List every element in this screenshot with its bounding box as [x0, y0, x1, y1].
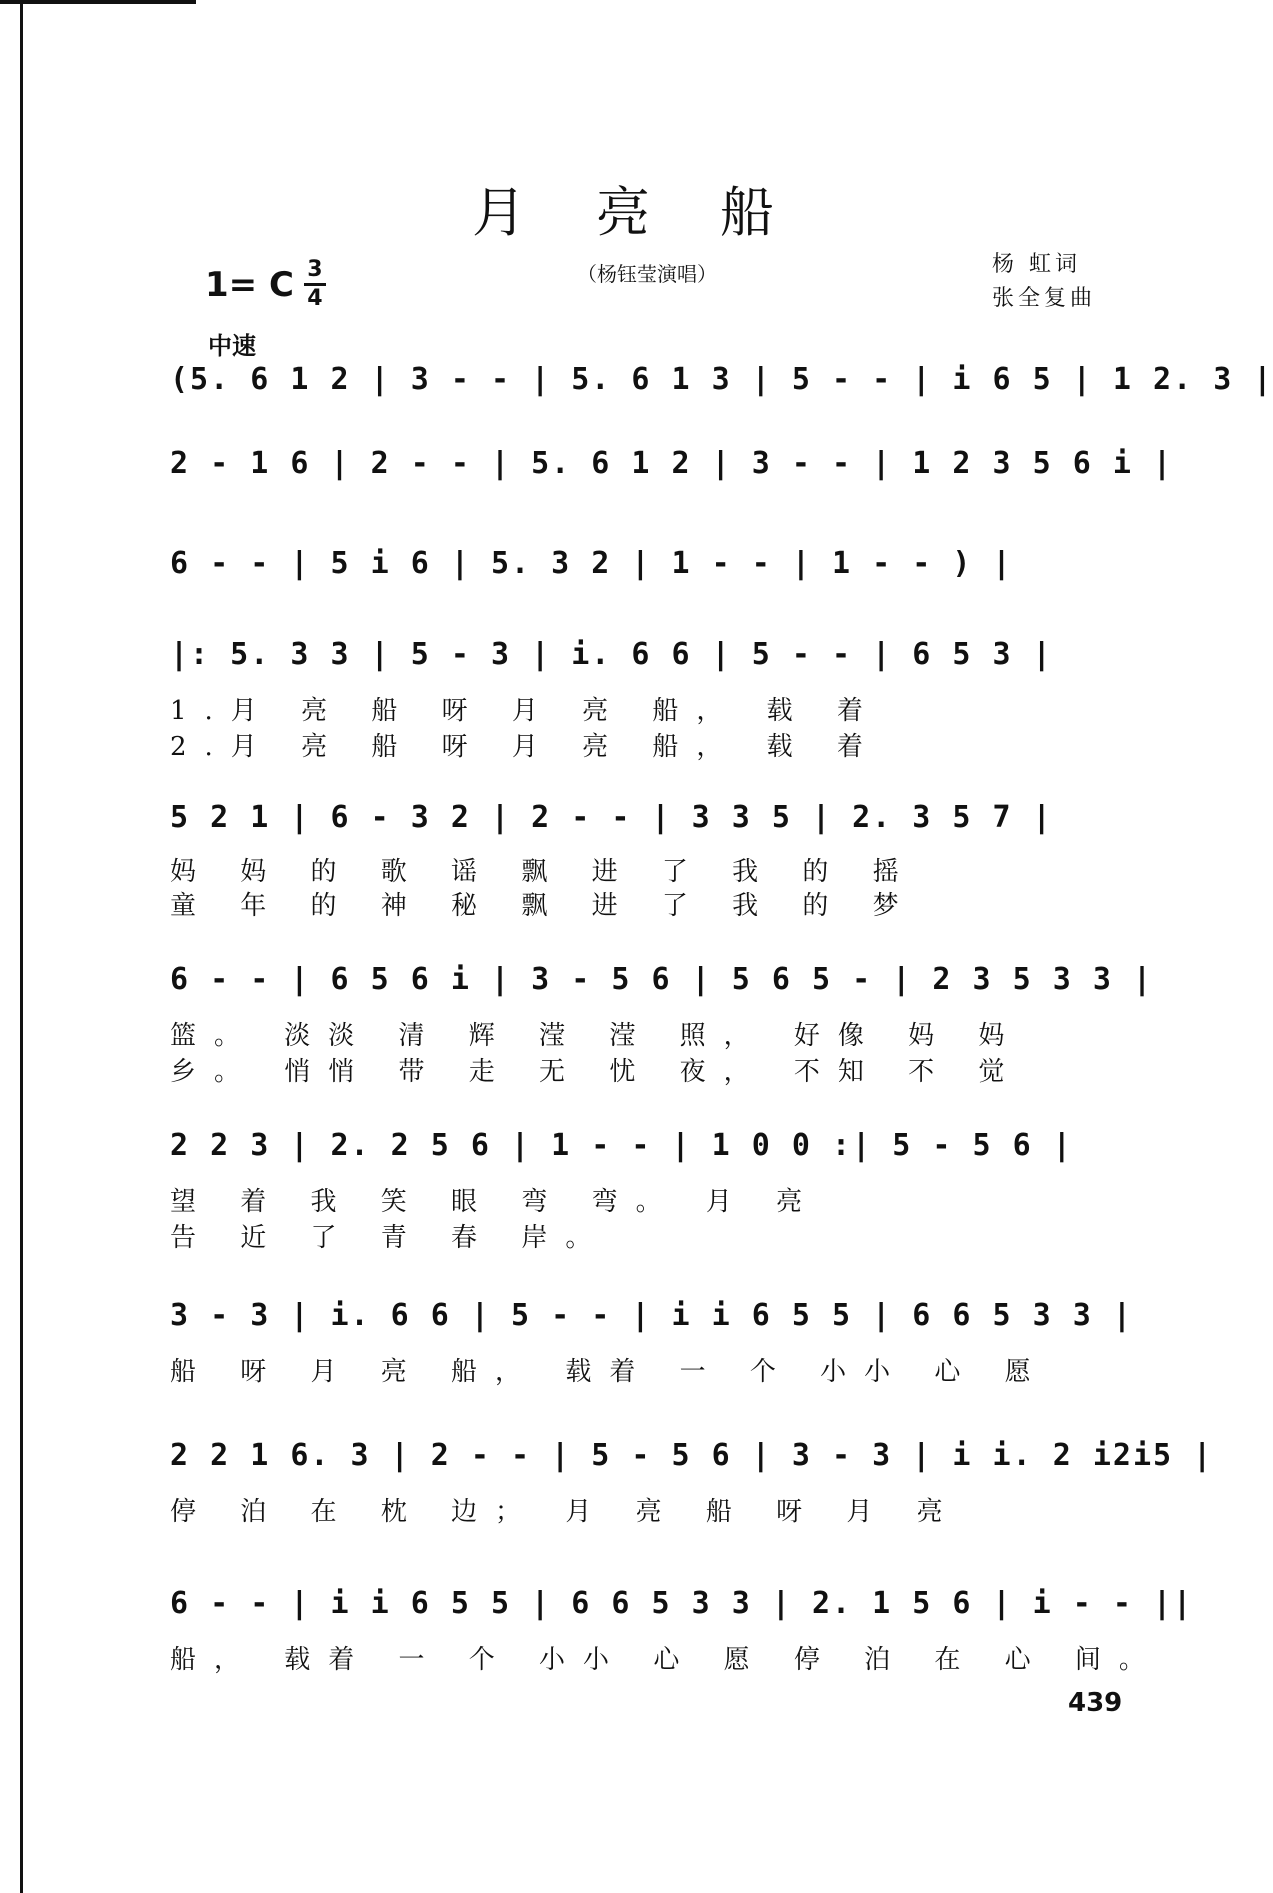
music-system: [170, 625, 1130, 765]
notation-line: (5. 6 1 2 | 3 - - | 5. 6 1 3 | 5 - - | i 6 5 | 1 2. 3 |: [170, 362, 1273, 397]
music-system: [170, 1116, 1130, 1256]
music-system: [170, 534, 1130, 604]
lyric-line: 停 泊 在 枕 边； 月 亮 船 呀 月 亮: [170, 1497, 961, 1527]
notation-line: |: 5. 3 3 | 5 - 3 | i. 6 6 | 5 - - | 6 5 3 |: [170, 637, 1053, 672]
notation-line: 2 2 3 | 2. 2 5 6 | 1 - - | 1 0 0 :| 5 - 5 6 |: [170, 1128, 1073, 1163]
notation-line: 2 2 1 6. 3 | 2 - - | 5 - 5 6 | 3 - 3 | i i. 2 i2i5 |: [170, 1438, 1214, 1473]
lyric-line-verse-2: 2.月 亮 船 呀 月 亮 船， 载 着: [170, 732, 881, 762]
time-signature-bottom: 4: [307, 286, 323, 311]
lyric-line-verse-2: 乡。 悄悄 带 走 无 忧 夜， 不知 不 觉: [170, 1057, 1023, 1087]
lyric-line-verse-2: 告 近 了 青 春 岸。: [170, 1223, 610, 1253]
music-system: [170, 1574, 1194, 1684]
page-number: 439: [1068, 1688, 1123, 1718]
lyric-line-verse-2: 童 年 的 神 秘 飘 进 了 我 的 梦: [170, 891, 917, 921]
music-system: [170, 950, 1154, 1090]
composer-credit: 张全复曲: [992, 286, 1097, 311]
time-signature-top: 3: [307, 257, 323, 282]
notation-line: 6 - - | 6 5 6 i | 3 - 5 6 | 5 6 5 - | 2 3 5 3 3 |: [170, 962, 1154, 997]
notation-line: 5 2 1 | 6 - 3 2 | 2 - - | 3 3 5 | 2. 3 5 7 |: [170, 800, 1053, 835]
notation-line: 3 - 3 | i. 6 6 | 5 - - | i i 6 5 5 | 6 6 5 3 3 |: [170, 1298, 1133, 1333]
lyric-line-verse-1: 1.月 亮 船 呀 月 亮 船， 载 着: [170, 696, 881, 726]
top-rule: [0, 0, 196, 4]
song-title: 月亮船: [472, 181, 844, 244]
notation-line: 2 - 1 6 | 2 - - | 5. 6 1 2 | 3 - - | 1 2 3 5 6 i |: [170, 446, 1174, 481]
lyricist-credit: 杨 虹词: [992, 252, 1081, 277]
lyric-line: 船， 载着 一 个 小小 心 愿 停 泊 在 心 间。: [170, 1645, 1163, 1675]
tempo-marking: 中速: [208, 332, 256, 360]
notation-line: 6 - - | i i 6 5 5 | 6 6 5 3 3 | 2. 1 5 6 | i - - ||: [170, 1586, 1194, 1621]
music-system: [170, 1286, 1133, 1396]
page-edge-line: [20, 0, 23, 1893]
lyric-line-verse-1: 篮。 淡淡 清 辉 滢 滢 照， 好像 妈 妈: [170, 1021, 1023, 1051]
key-signature: 1= C: [205, 264, 294, 305]
lyric-line-verse-1: 妈 妈 的 歌 谣 飘 进 了 我 的 摇: [170, 857, 917, 887]
key-signature-block: [205, 258, 326, 311]
credits: [992, 248, 1096, 316]
lyric-line: 船 呀 月 亮 船， 载着 一 个 小小 心 愿: [170, 1357, 1049, 1387]
time-signature: [304, 258, 326, 311]
notation-line: 6 - - | 5 i 6 | 5. 3 2 | 1 - - | 1 - - ) |: [170, 546, 1013, 581]
music-system: [170, 350, 1273, 420]
music-system: [170, 1426, 1214, 1536]
music-system: [170, 434, 1174, 504]
lyric-line-verse-1: 望 着 我 笑 眼 弯 弯。 月 亮: [170, 1187, 821, 1217]
performer-note: （杨钰莹演唱）: [577, 262, 717, 286]
music-system: [170, 788, 1130, 928]
